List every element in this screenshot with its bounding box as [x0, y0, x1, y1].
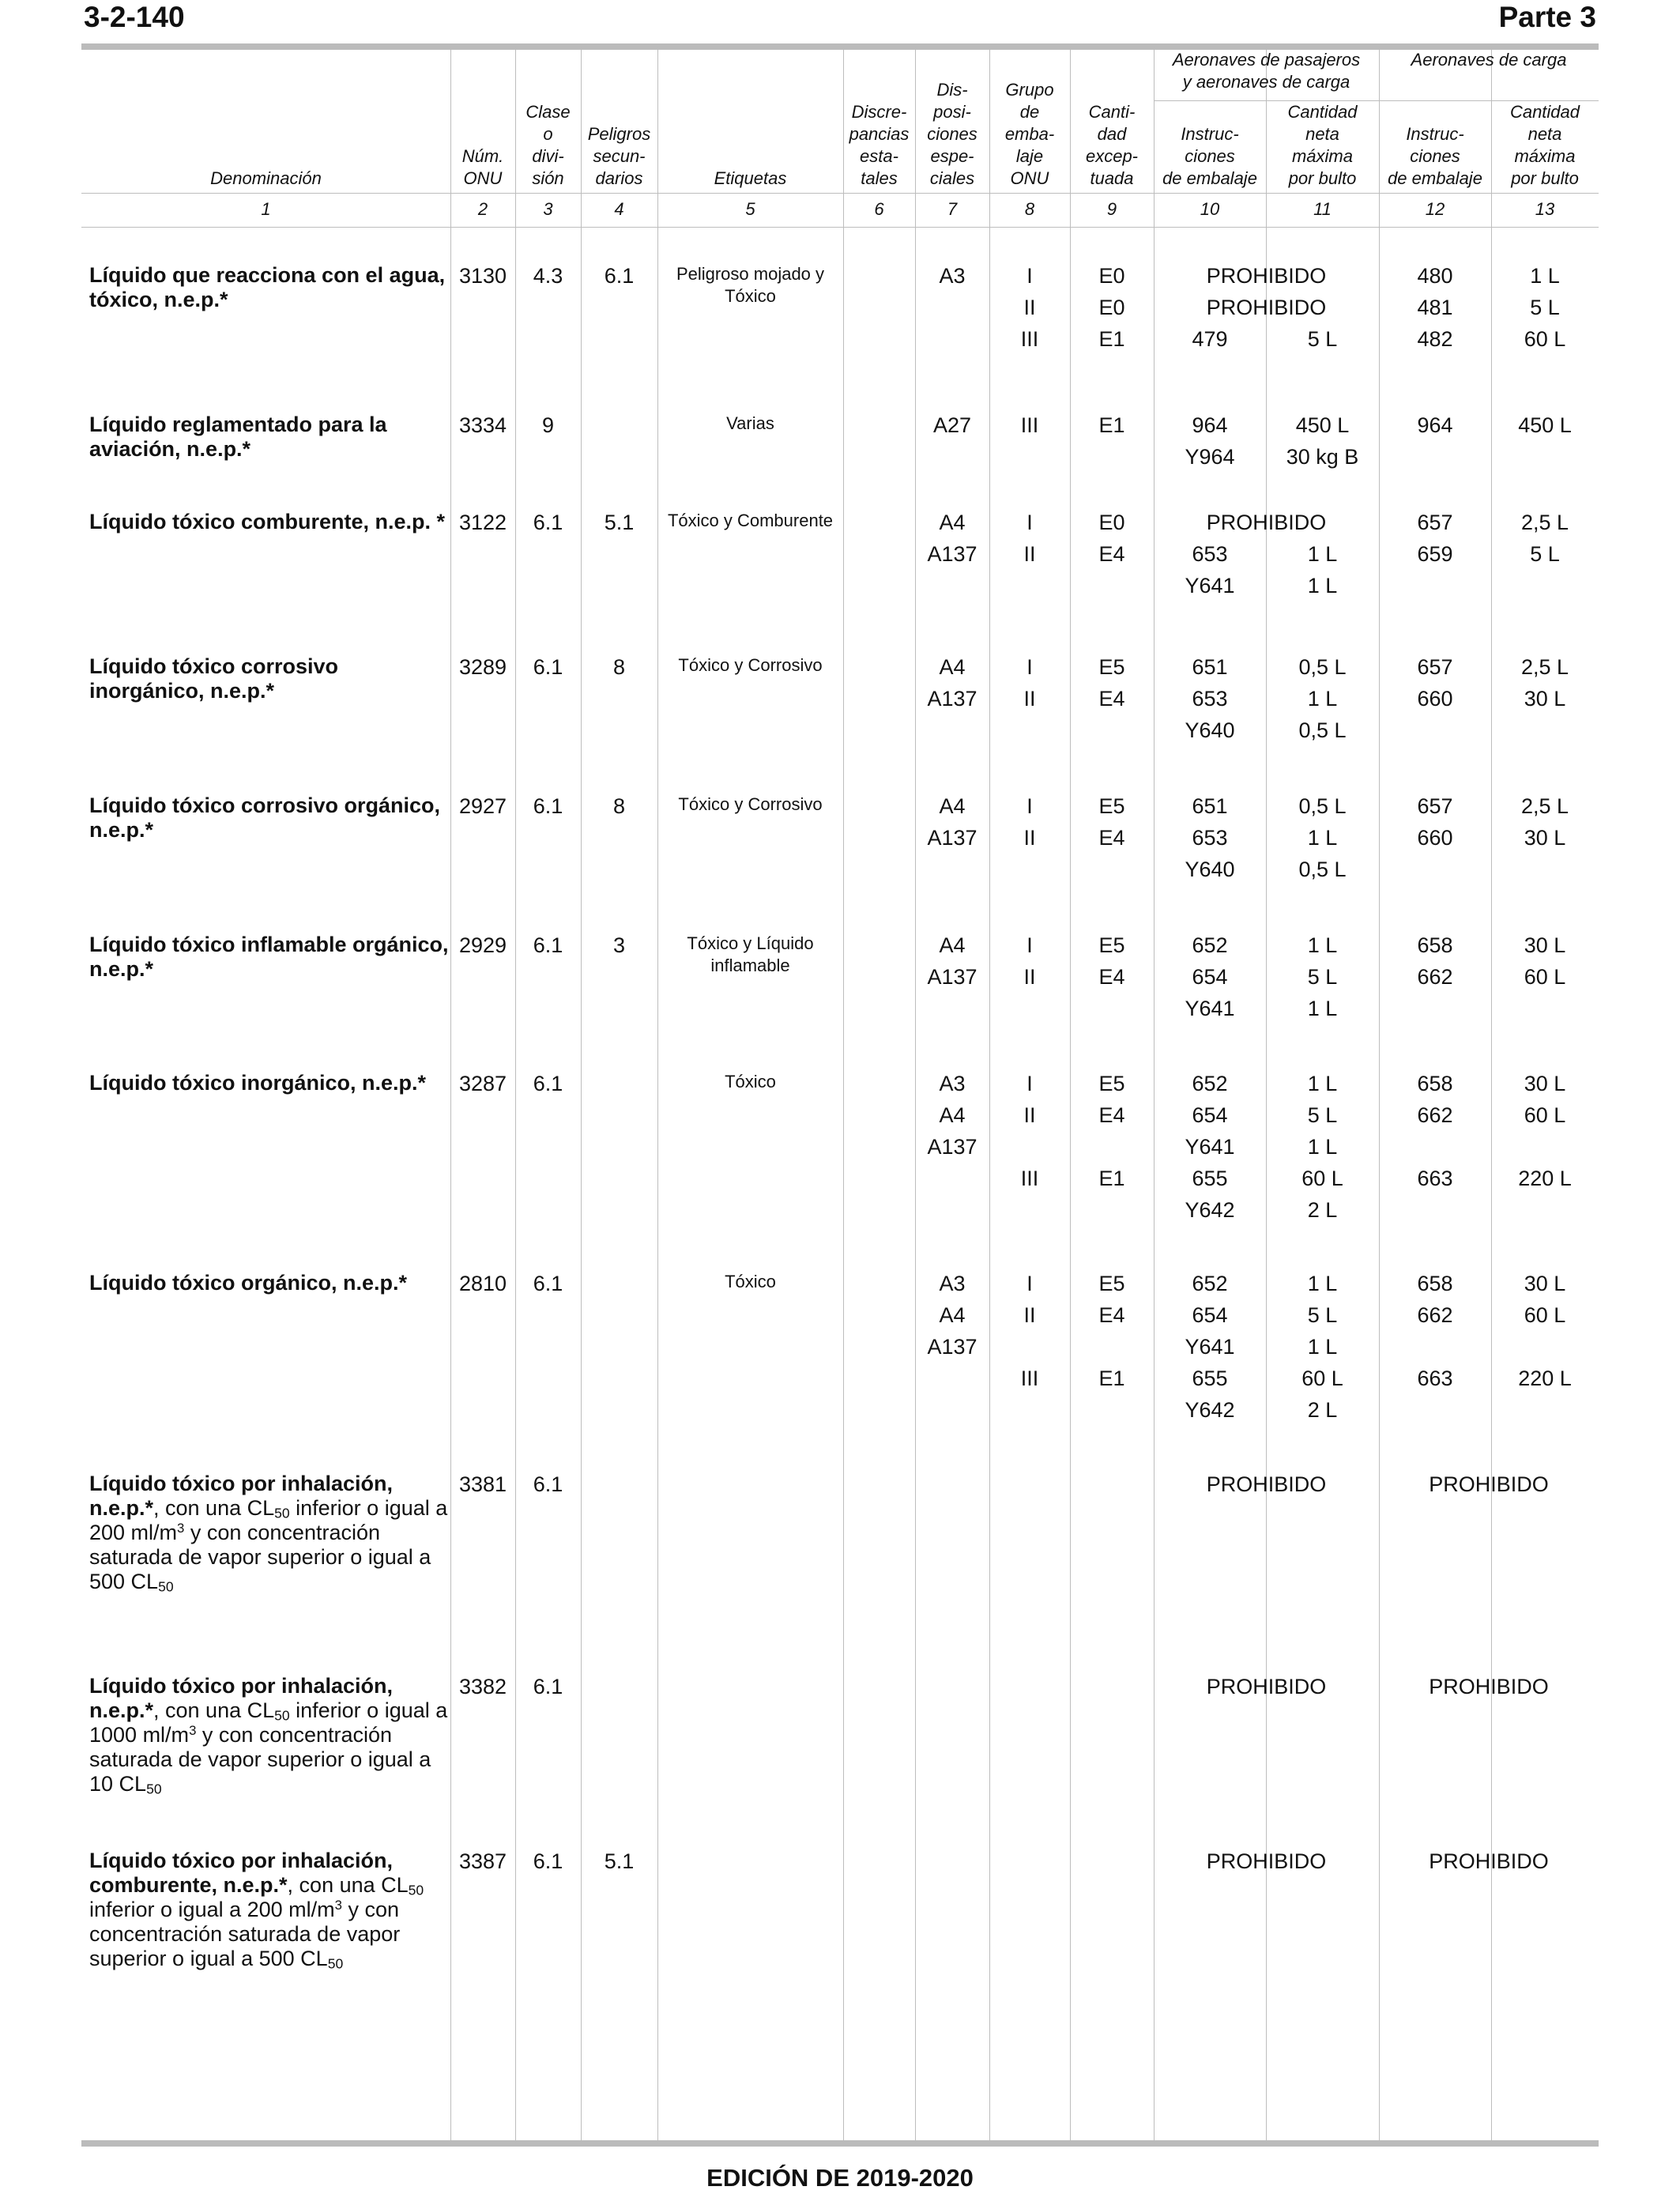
special-provision: A4	[939, 794, 966, 818]
cargo-max-net-quantity: 60 L	[1524, 965, 1566, 989]
pax-max-net-quantity: 1 L	[1307, 826, 1338, 850]
header-grupo: Grupo de emba- laje ONU	[1004, 80, 1055, 188]
pax-packing-instruction: Y642	[1185, 1398, 1235, 1422]
un-number: 3381	[458, 1472, 507, 1496]
excepted-quantity: E5	[1098, 933, 1125, 957]
column-divider	[843, 50, 844, 2140]
header-cantidad-exceptuada: Canti- dad excep- tuada	[1085, 102, 1139, 188]
substance-name: Líquido que reacciona con el agua, tóxico, n.e.p.*	[89, 263, 446, 311]
column-number: 6	[874, 199, 884, 219]
special-provision: A4	[939, 655, 966, 679]
substance-name: Líquido tóxico inorgánico, n.e.p.*	[89, 1071, 427, 1095]
pax-packing-instruction: 655	[1192, 1367, 1228, 1390]
colnum-divider	[81, 227, 1599, 228]
part-label: Parte 3	[1498, 1, 1596, 33]
un-number: 3382	[458, 1675, 507, 1698]
pax-packing-instruction: Y640	[1185, 718, 1235, 742]
class-division: 4.3	[533, 264, 563, 288]
cargo-packing-instruction: 662	[1417, 1303, 1453, 1327]
excepted-quantity: E4	[1098, 1303, 1125, 1327]
header-pasajeros-group: Aeronaves de pasajeros y aeronaves de carga	[1172, 50, 1361, 92]
pax-prohibited: PROHIBIDO	[1206, 1849, 1327, 1873]
substance-name: Líquido tóxico corrosivo orgánico, n.e.p.*	[89, 794, 441, 842]
class-division: 6.1	[533, 933, 563, 957]
pax-packing-instruction: 654	[1192, 1303, 1228, 1327]
pax-packing-instruction: 651	[1192, 794, 1228, 818]
subsidiary-hazard: 5.1	[604, 511, 635, 534]
excepted-quantity: E4	[1098, 542, 1125, 566]
column-number: 8	[1024, 199, 1035, 219]
cargo-max-net-quantity: 2,5 L	[1520, 794, 1569, 818]
bottom-rule	[81, 2140, 1599, 2147]
cargo-packing-instruction: 663	[1417, 1167, 1453, 1190]
pax-max-net-quantity: 1 L	[1307, 1135, 1338, 1159]
class-division: 6.1	[533, 794, 563, 818]
pax-max-net-quantity: 1 L	[1307, 574, 1338, 598]
special-provision: A137	[927, 965, 977, 989]
class-division: 6.1	[533, 1072, 563, 1095]
pax-max-net-quantity: 0,5 L	[1298, 858, 1347, 881]
subsidiary-hazard: 3	[612, 933, 626, 957]
pax-packing-instruction: 652	[1192, 1272, 1228, 1295]
excepted-quantity: E1	[1098, 413, 1125, 437]
packing-group: I	[1026, 264, 1033, 288]
column-divider	[581, 50, 582, 2140]
cargo-packing-instruction: 660	[1417, 826, 1453, 850]
packing-group: I	[1026, 1272, 1033, 1295]
class-division: 6.1	[533, 1675, 563, 1698]
un-number: 2927	[458, 794, 507, 818]
packing-group: I	[1026, 933, 1033, 957]
special-provision: A4	[939, 1103, 966, 1127]
column-number: 11	[1313, 199, 1332, 219]
excepted-quantity: E4	[1098, 826, 1125, 850]
packing-group: III	[1020, 1367, 1039, 1390]
class-division: 6.1	[533, 1849, 563, 1873]
excepted-quantity: E1	[1098, 327, 1125, 351]
substance-name: Líquido tóxico corrosivo inorgánico, n.e.p.*	[89, 654, 339, 703]
cargo-max-net-quantity: 220 L	[1518, 1367, 1572, 1390]
substance-name: Líquido tóxico por inhalación, n.e.p.*, con una $CL_{50}$ inferior o igual a 1000 $ml/m^3$ y con concentración saturada de vapor superior o igual a 10 $CL_{50}$	[89, 1674, 448, 1797]
pax-packing-instruction: 653	[1192, 542, 1228, 566]
packing-group: I	[1026, 1072, 1033, 1095]
special-provision: A137	[927, 1135, 977, 1159]
cargo-packing-instruction: 662	[1417, 1103, 1453, 1127]
pax-packing-instruction: 654	[1192, 965, 1228, 989]
cargo-max-net-quantity: 2,5 L	[1520, 511, 1569, 534]
special-provision: A3	[939, 264, 966, 288]
special-provision: A3	[939, 1272, 966, 1295]
header-peligros: Peligros secun- darios	[587, 124, 651, 188]
labels: Tóxico y Corrosivo	[678, 794, 823, 814]
class-division: 6.1	[533, 511, 563, 534]
header-pax-instrucciones: Instruc- ciones de embalaje	[1162, 124, 1257, 188]
labels: Tóxico	[725, 1272, 776, 1291]
pax-max-net-quantity: 0,5 L	[1298, 718, 1347, 742]
column-number: 13	[1535, 199, 1555, 219]
labels: Tóxico y Corrosivo	[678, 655, 823, 675]
packing-group: III	[1020, 1167, 1039, 1190]
header-pax-cantidad: Cantidad neta máxima por bulto	[1287, 102, 1358, 188]
pax-packing-instruction: 654	[1192, 1103, 1228, 1127]
header-clase: Clase o divi- sión	[525, 102, 571, 188]
header-discrepancias: Discre- pancias esta- tales	[849, 102, 910, 188]
packing-group: I	[1026, 794, 1033, 818]
pax-packing-instruction: Y641	[1185, 1335, 1235, 1359]
pax-max-net-quantity: 1 L	[1307, 542, 1338, 566]
pax-packing-instruction: Y641	[1185, 997, 1235, 1020]
un-number: 3334	[458, 413, 507, 437]
cargo-packing-instruction: 657	[1417, 511, 1453, 534]
excepted-quantity: E1	[1098, 1167, 1125, 1190]
pax-max-net-quantity: 1 L	[1307, 1335, 1338, 1359]
column-number: 9	[1106, 199, 1117, 219]
special-provision: A137	[927, 542, 977, 566]
pax-prohibited: PROHIBIDO	[1206, 296, 1327, 319]
packing-group: III	[1020, 413, 1039, 437]
cargo-packing-instruction: 663	[1417, 1367, 1453, 1390]
cargo-max-net-quantity: 450 L	[1518, 413, 1572, 437]
cargo-packing-instruction: 660	[1417, 687, 1453, 711]
substance-name: Líquido tóxico inflamable orgánico, n.e.p.*	[89, 933, 449, 981]
pax-packing-instruction: Y964	[1185, 445, 1235, 469]
subsidiary-hazard: 8	[612, 794, 626, 818]
class-division: 6.1	[533, 655, 563, 679]
pax-max-net-quantity: 5 L	[1307, 327, 1338, 351]
cargo-packing-instruction: 964	[1417, 413, 1453, 437]
pax-max-net-quantity: 1 L	[1307, 997, 1338, 1020]
column-number: 5	[745, 199, 755, 219]
substance-name: Líquido tóxico por inhalación, comburente, n.e.p.*, con una $CL_{50}$ inferior o igual a 200 $ml/m^3$ y con concentración saturada de vapor superior o igual a 500 $CL_{50}$	[89, 1849, 424, 1972]
pax-max-net-quantity: 1 L	[1307, 933, 1338, 957]
un-number: 3387	[458, 1849, 507, 1873]
pax-prohibited: PROHIBIDO	[1206, 511, 1327, 534]
column-number: 12	[1425, 199, 1445, 219]
packing-group: II	[1023, 1303, 1036, 1327]
column-number: 3	[543, 199, 553, 219]
excepted-quantity: E4	[1098, 687, 1125, 711]
un-number: 2810	[458, 1272, 507, 1295]
pax-prohibited: PROHIBIDO	[1206, 1472, 1327, 1496]
labels: Varias	[726, 413, 774, 433]
column-number: 7	[947, 199, 958, 219]
excepted-quantity: E5	[1098, 1072, 1125, 1095]
class-division: 9	[541, 413, 555, 437]
packing-group: II	[1023, 965, 1036, 989]
excepted-quantity: E1	[1098, 1367, 1125, 1390]
un-number: 3122	[458, 511, 507, 534]
cargo-packing-instruction: 658	[1417, 1072, 1453, 1095]
pax-max-net-quantity: 60 L	[1301, 1367, 1343, 1390]
pax-max-net-quantity: 1 L	[1307, 1272, 1338, 1295]
pax-max-net-quantity: 60 L	[1301, 1167, 1343, 1190]
substance-name: Líquido reglamentado para la aviación, n.e.p.*	[89, 413, 387, 461]
un-number: 3130	[458, 264, 507, 288]
pax-max-net-quantity: 5 L	[1307, 1303, 1338, 1327]
packing-group: II	[1023, 296, 1036, 319]
header-disposiciones: Dis- posi- ciones espe- ciales	[927, 80, 977, 188]
cargo-prohibited: PROHIBIDO	[1429, 1849, 1549, 1873]
labels: Tóxico	[725, 1072, 776, 1091]
special-provision: A137	[927, 1335, 977, 1359]
packing-group: II	[1023, 826, 1036, 850]
excepted-quantity: E5	[1098, 794, 1125, 818]
header-cargo-cantidad: Cantidad neta máxima por bulto	[1509, 102, 1580, 188]
column-number: 10	[1200, 199, 1220, 219]
pax-packing-instruction: Y641	[1185, 574, 1235, 598]
pax-packing-instruction: Y642	[1185, 1198, 1235, 1222]
substance-name: Líquido tóxico orgánico, n.e.p.*	[89, 1271, 408, 1295]
excepted-quantity: E4	[1098, 965, 1125, 989]
pax-packing-instruction: 653	[1192, 687, 1228, 711]
un-number: 3289	[458, 655, 507, 679]
special-provision: A4	[939, 1303, 966, 1327]
cargo-packing-instruction: 657	[1417, 794, 1453, 818]
cargo-max-net-quantity: 60 L	[1524, 1303, 1566, 1327]
cargo-max-net-quantity: 220 L	[1518, 1167, 1572, 1190]
subsidiary-hazard: 8	[612, 655, 626, 679]
header-cargo-instrucciones: Instruc- ciones de embalaje	[1388, 124, 1482, 188]
pax-packing-instruction: 652	[1192, 1072, 1228, 1095]
pax-packing-instruction: Y640	[1185, 858, 1235, 881]
special-provision: A137	[927, 826, 977, 850]
page-number: 3-2-140	[84, 1, 185, 33]
pax-packing-instruction: 653	[1192, 826, 1228, 850]
cargo-max-net-quantity: 5 L	[1530, 296, 1560, 319]
packing-group: III	[1020, 327, 1039, 351]
class-division: 6.1	[533, 1472, 563, 1496]
cargo-prohibited: PROHIBIDO	[1429, 1472, 1549, 1496]
excepted-quantity: E4	[1098, 1103, 1125, 1127]
header-divider	[81, 193, 1599, 194]
column-number: 1	[261, 199, 271, 219]
cargo-packing-instruction: 481	[1417, 296, 1453, 319]
pax-max-net-quantity: 450 L	[1295, 413, 1350, 437]
column-number: 2	[477, 199, 488, 219]
pax-max-net-quantity: 0,5 L	[1298, 794, 1347, 818]
substance-name: Líquido tóxico por inhalación, n.e.p.*, con una $CL_{50}$ inferior o igual a 200 $ml/m^3$ y con concentración saturada de vapor superior o igual a 500 $CL_{50}$	[89, 1472, 448, 1595]
pax-max-net-quantity: 1 L	[1307, 687, 1338, 711]
cargo-max-net-quantity: 60 L	[1524, 327, 1566, 351]
pax-max-net-quantity: 0,5 L	[1298, 655, 1347, 679]
cargo-packing-instruction: 658	[1417, 1272, 1453, 1295]
pax-packing-instruction: 652	[1192, 933, 1228, 957]
pax-max-net-quantity: 1 L	[1307, 1072, 1338, 1095]
header-etiquetas: Etiquetas	[714, 168, 787, 188]
cargo-max-net-quantity: 5 L	[1530, 542, 1560, 566]
header-denominacion: Denominación	[210, 168, 322, 188]
special-provision: A4	[939, 933, 966, 957]
un-number: 2929	[458, 933, 507, 957]
pax-packing-instruction: 479	[1192, 327, 1228, 351]
edition-footer: EDICIÓN DE 2019-2020	[706, 2164, 974, 2192]
cargo-packing-instruction: 658	[1417, 933, 1453, 957]
cargo-packing-instruction: 657	[1417, 655, 1453, 679]
cargo-packing-instruction: 480	[1417, 264, 1453, 288]
column-number: 4	[614, 199, 624, 219]
cargo-max-net-quantity: 30 L	[1524, 1272, 1566, 1295]
pax-max-net-quantity: 2 L	[1307, 1198, 1338, 1222]
packing-group: I	[1026, 511, 1033, 534]
pax-max-net-quantity: 2 L	[1307, 1398, 1338, 1422]
cargo-max-net-quantity: 2,5 L	[1520, 655, 1569, 679]
cargo-max-net-quantity: 60 L	[1524, 1103, 1566, 1127]
labels: Tóxico y Comburente	[667, 511, 834, 530]
special-provision: A4	[939, 511, 966, 534]
cargo-prohibited: PROHIBIDO	[1429, 1675, 1549, 1698]
header-num-onu: Núm. ONU	[461, 146, 504, 188]
special-provision: A3	[939, 1072, 966, 1095]
subsidiary-hazard: 6.1	[604, 264, 635, 288]
column-divider	[657, 50, 658, 2140]
pax-packing-instruction: 651	[1192, 655, 1228, 679]
special-provision: A27	[932, 413, 972, 437]
packing-group: II	[1023, 687, 1036, 711]
packing-group: II	[1023, 542, 1036, 566]
cargo-max-net-quantity: 30 L	[1524, 687, 1566, 711]
special-provision: A137	[927, 687, 977, 711]
packing-group: I	[1026, 655, 1033, 679]
header-carga-group: Aeronaves de carga	[1411, 50, 1567, 70]
pax-prohibited: PROHIBIDO	[1206, 264, 1327, 288]
pax-packing-instruction: 964	[1192, 413, 1228, 437]
pax-max-net-quantity: 5 L	[1307, 1103, 1338, 1127]
pax-packing-instruction: Y641	[1185, 1135, 1235, 1159]
packing-group: II	[1023, 1103, 1036, 1127]
pax-packing-instruction: 655	[1192, 1167, 1228, 1190]
cargo-max-net-quantity: 30 L	[1524, 933, 1566, 957]
cargo-max-net-quantity: 30 L	[1524, 826, 1566, 850]
class-division: 6.1	[533, 1272, 563, 1295]
excepted-quantity: E0	[1098, 296, 1125, 319]
cargo-packing-instruction: 659	[1417, 542, 1453, 566]
cargo-packing-instruction: 662	[1417, 965, 1453, 989]
subsidiary-hazard: 5.1	[604, 1849, 635, 1873]
labels: Tóxico y Líquido inflamable	[687, 933, 814, 975]
un-number: 3287	[458, 1072, 507, 1095]
substance-name: Líquido tóxico comburente, n.e.p. *	[89, 510, 446, 533]
labels: Peligroso mojado y Tóxico	[676, 264, 825, 306]
cargo-packing-instruction: 482	[1417, 327, 1453, 351]
pax-max-net-quantity: 30 kg B	[1286, 445, 1359, 469]
excepted-quantity: E0	[1098, 264, 1125, 288]
excepted-quantity: E5	[1098, 1272, 1125, 1295]
cargo-max-net-quantity: 30 L	[1524, 1072, 1566, 1095]
excepted-quantity: E0	[1098, 511, 1125, 534]
cargo-max-net-quantity: 1 L	[1530, 264, 1560, 288]
pax-max-net-quantity: 5 L	[1307, 965, 1338, 989]
excepted-quantity: E5	[1098, 655, 1125, 679]
pax-prohibited: PROHIBIDO	[1206, 1675, 1327, 1698]
